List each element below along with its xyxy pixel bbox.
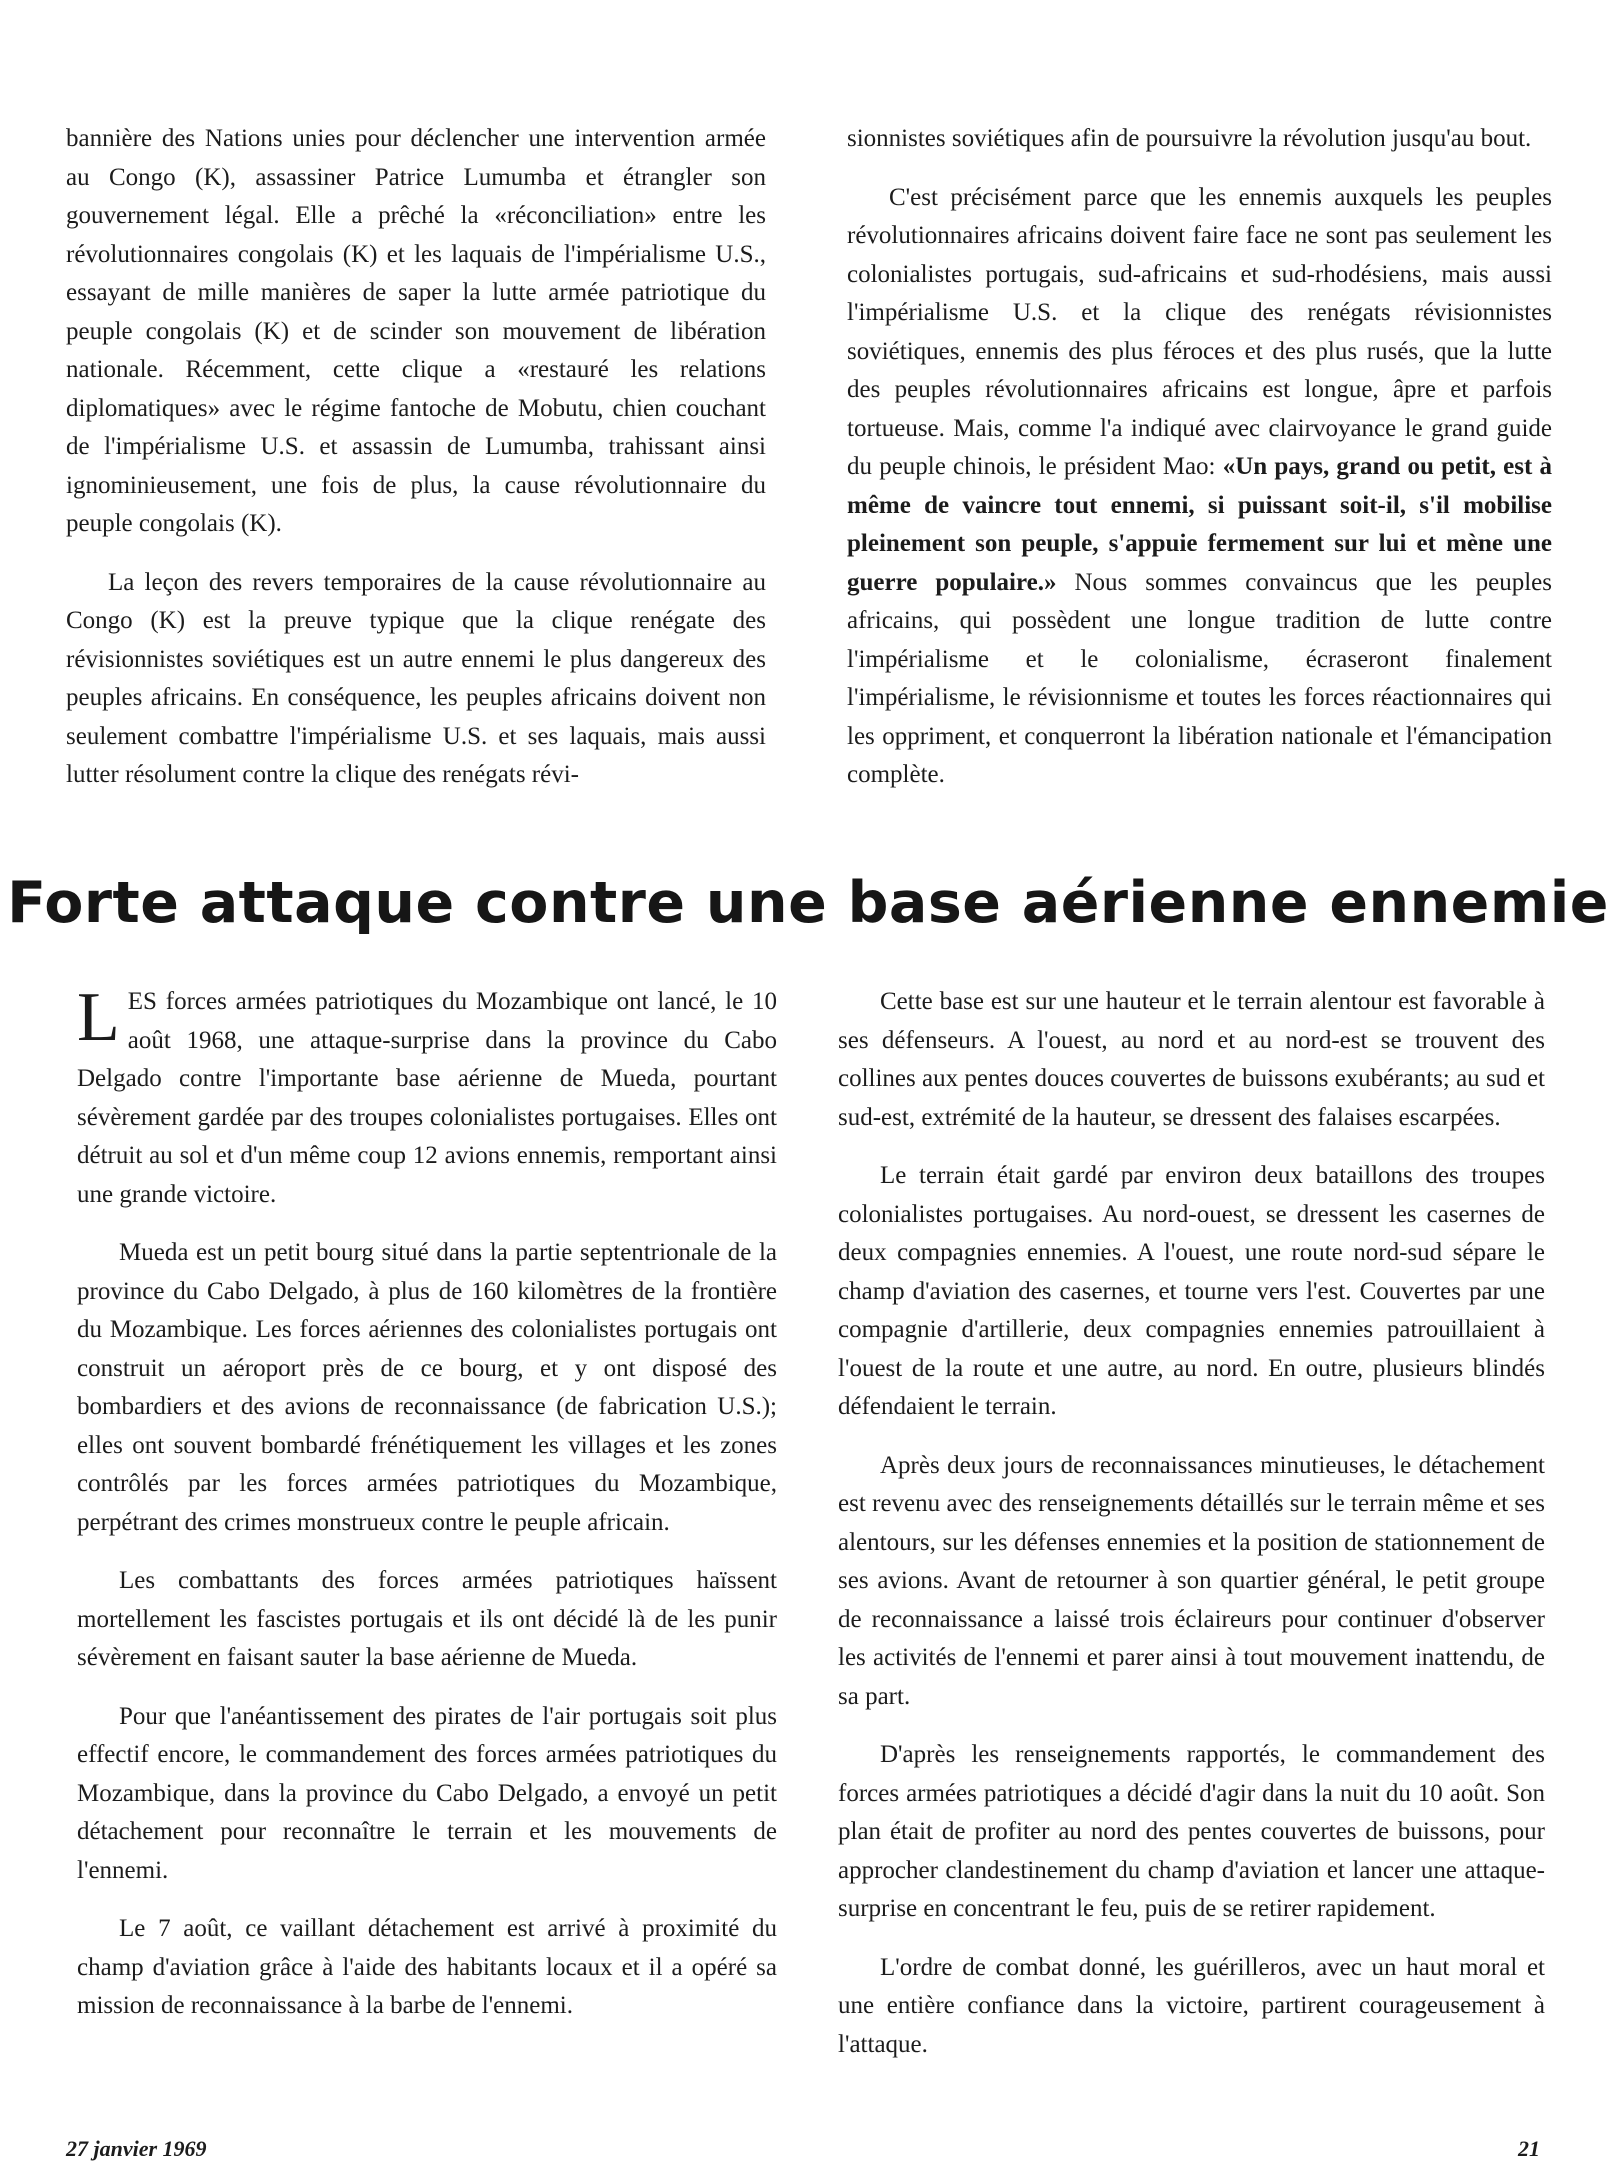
paragraph: D'après les renseignements rapportés, le commandement des forces armées patriotiques a décidé d'agir dans la nuit du 10 août. Son plan était de profiter au nord des pentes couvertes de buissons, pour approcher clandestinement du champ d'aviation et lancer une attaque-surprise en concentrant le feu, puis de se retirer rapidement.	[838, 1741, 1545, 1922]
paragraph: Le terrain était gardé par environ deux bataillons des troupes colonialistes portugaises. Au nord-ouest, se dressent les casernes de deux compagnies ennemies. A l'ouest, une route nord-sud sépare le champ d'aviation des casernes, et tourne vers l'est. Couvertes par une compagnie d'artillerie, deux compagnies ennemies patrouillaient à l'ouest de la route et une autre, au nord. En outre, plusieurs blindés défendaient le terrain.	[838, 1162, 1545, 1420]
top-right-column	[847, 120, 1552, 815]
paragraph: Les combattants des forces armées patriotiques haïssent mortellement les fascistes portugais et ils ont décidé là de les punir sévèrement en faisant sauter la base aérienne de Mueda.	[77, 1567, 777, 1671]
footer-date: 27 janvier 1969	[66, 2136, 207, 2161]
paragraph: Pour que l'anéantissement des pirates de l'air portugais soit plus effectif encore, le commandement des forces armées patriotiques du Mozambique, dans la province du Cabo Delgado, a envoyé un petit détachement pour reconnaître le terrain et les mouvements de l'ennemi.	[77, 1702, 777, 1884]
page-number: 21	[1518, 2136, 1540, 2161]
mao-quotation: «Un pays, grand ou petit, est à même de vaincre tout ennemi, si puissant soit-il, s'il mobilise pleinement son peuple, s'appuie fermement sur lui et mène une guerre populaire.»	[847, 453, 1552, 596]
paragraph-text: forces armées patriotiques du Mozambique ont lancé, le 10 août 1968, une attaque-surprise dans la province du Cabo Delgado contre l'importante base aérienne de Mueda, pourtant sévèrement gardée par des troupes colonialistes portugaises. Elles ont détruit au sol et d'un même coup 12 avions ennemis, remportant ainsi une grande victoire.	[77, 988, 777, 1208]
drop-cap: L	[77, 979, 120, 1056]
article-headline: Forte attaque contre une base aérienne ennemie	[7, 870, 1609, 936]
paragraph: Cette base est sur une hauteur et le terrain alentour est favorable à ses défenseurs. A l'ouest, au nord et au nord-est se trouvent des collines aux pentes douces couvertes de buissons exubérants; au sud et sud-est, extrémité de la hauteur, se dressent des falaises escarpées.	[838, 988, 1545, 1131]
paragraph: Le 7 août, ce vaillant détachement est arrivé à proximité du champ d'aviation grâce à l'aide des habitants locaux et il a opéré sa mission de reconnaissance à la barbe de l'ennemi.	[77, 1915, 777, 2019]
lead-paragraph	[77, 979, 777, 1214]
bottom-right-column	[838, 983, 1545, 2084]
bottom-left-column	[77, 979, 777, 2046]
paragraph: sionnistes soviétiques afin de poursuivre la révolution jusqu'au bout.	[847, 125, 1532, 152]
paragraph-text: C'est précisément parce que les ennemis auxquels les peuples révolutionnaires africains doivent faire face ne sont pas seulement les colonialistes portugais, sud-africains et sud-rhodésiens, mais aussi l'impérialisme U.S. et la clique des renégats révisionnistes soviétiques, ennemis des plus féroces et des plus rusés, que la lutte des peuples révolutionnaires africains est longue, âpre et parfois tortueuse. Mais, comme l'a indiqué avec clairvoyance le grand guide du peuple chinois, le président Mao:	[847, 183, 1552, 480]
paragraph: bannière des Nations unies pour déclencher une intervention armée au Congo (K), assassiner Patrice Lumumba et étrangler son gouvernement légal. Elle a prêché la «réconciliation» entre les révolutionnaires congolais (K) et les laquais de l'impérialisme U.S., essayant de mille manières de saper la lutte armée patriotique du peuple congolais (K) et de scinder son mouvement de libération nationale. Récemment, cette clique a «restauré les relations diplomatiques» avec le régime fantoche de Mobutu, chien couchant de l'impérialisme U.S. et assassin de Lumumba, trahissant ainsi ignominieusement, une fois de plus, la cause révolutionnaire du peuple congolais (K).	[66, 125, 766, 537]
top-left-column	[66, 120, 766, 815]
paragraph: Mueda est un petit bourg situé dans la partie septentrionale de la province du Cabo Delgado, à plus de 160 kilomètres de la frontière du Mozambique. Les forces aériennes des colonialistes portugais ont construit un aéroport près de ce bourg, et y ont disposé des bombardiers et des avions de reconnaissance (de fabrication U.S.); elles ont souvent bombardé frénétiquement les villages et les zones contrôlés par les forces armées patriotiques du Mozambique, perpétrant des crimes monstrueux contre le peuple africain.	[77, 1239, 777, 1536]
paragraph-with-quote	[847, 179, 1552, 795]
lead-caps: ES	[127, 988, 157, 1015]
paragraph-text: Nous sommes convaincus que les peuples africains, qui possèdent une longue tradition de lutte contre l'impérialisme et le colonialisme, écraseront finalement l'impérialisme, le révisionnisme et toutes les forces réactionnaires qui les oppriment, et conquerront la libération nationale et l'émancipation complète.	[847, 568, 1552, 788]
paragraph: Après deux jours de reconnaissances minutieuses, le détachement est revenu avec des renseignements détaillés sur le terrain même et ses alentours, sur les défenses ennemies et la position de stationnement de ses avions. Avant de retourner à son quartier général, le petit groupe de reconnaissance a laissé trois éclaireurs pour continuer d'observer les activités de l'ennemi et parer ainsi à tout mouvement inattendu, de sa part.	[838, 1451, 1545, 1710]
paragraph: L'ordre de combat donné, les guérilleros, avec un haut moral et une entière confiance dans la victoire, partirent courageusement à l'attaque.	[838, 1953, 1545, 2058]
paragraph: La leçon des revers temporaires de la cause révolutionnaire au Congo (K) est la preuve typique que la clique renégate des révisionnistes soviétiques est un autre ennemi le plus dangereux des peuples africains. En conséquence, les peuples africains doivent non seulement combattre l'impérialisme U.S. et ses laquais, mais aussi lutter résolument contre la clique des renégats révi-	[66, 568, 766, 788]
